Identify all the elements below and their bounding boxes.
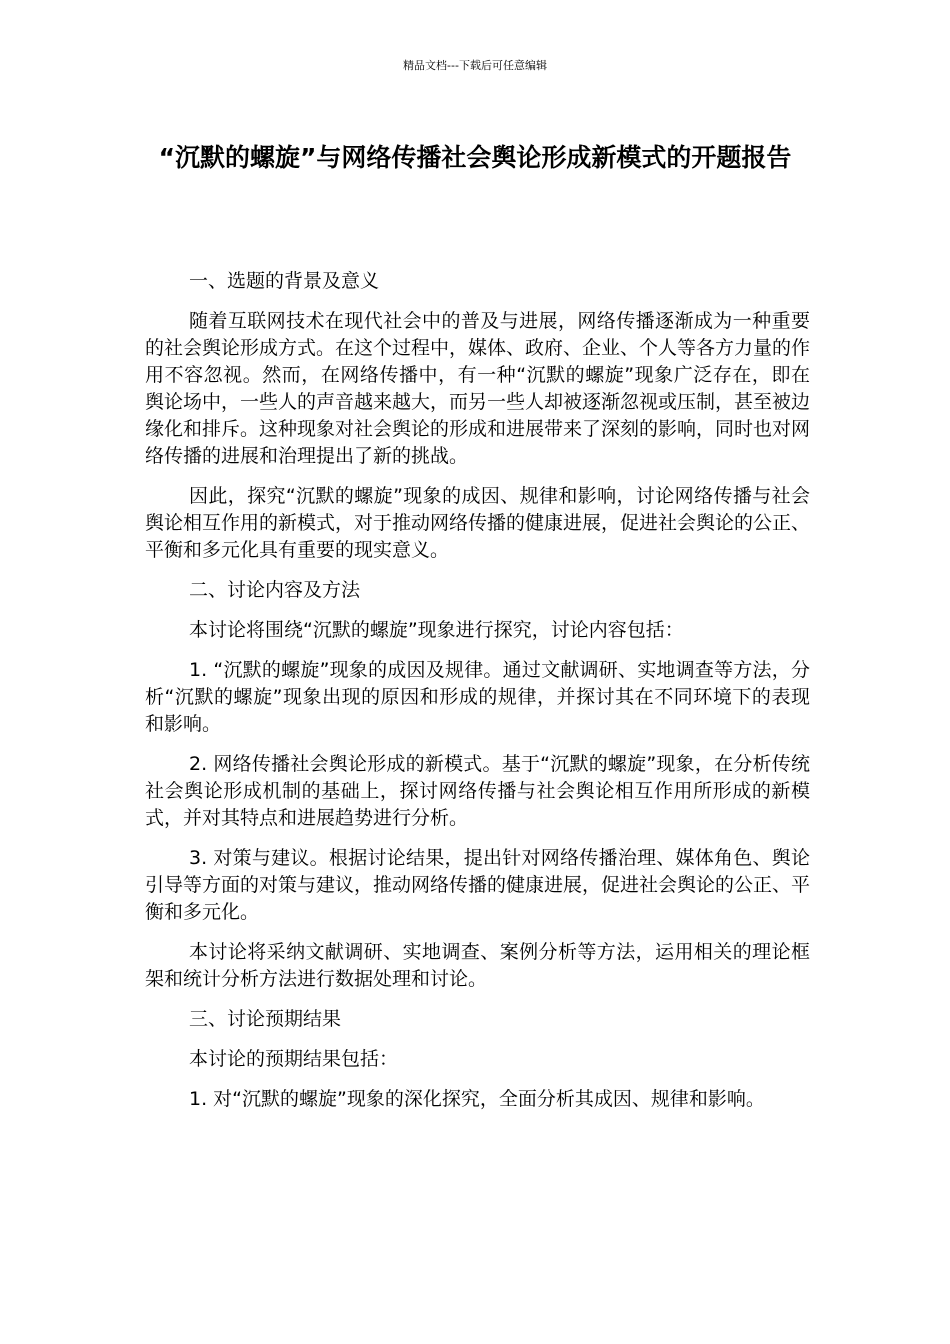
section-heading-background: 一、选题的背景及意义 — [189, 270, 380, 292]
list-item-new-mode: 2. 网络传播社会舆论形成的新模式。基于“沉默的螺旋”现象，在分析传统社会舆论形成机制的基础上，探讨网络传播与社会舆论相互作用所形成的新模式，并对其特点和进展趋势进行分析。 — [145, 753, 810, 829]
paragraph-content-intro: 本讨论将围绕“沉默的螺旋”现象进行探究，讨论内容包括： — [189, 619, 684, 641]
list-item-result-1: 1. 对“沉默的螺旋”现象的深化探究，全面分析其成因、规律和影响。 — [189, 1088, 765, 1110]
paragraph-significance: 因此，探究“沉默的螺旋”现象的成因、规律和影响，讨论网络传播与社会舆论相互作用的新模式，对于推动网络传播的健康进展，促进社会舆论的公正、平衡和多元化具有重要的现实意义。 — [145, 485, 811, 561]
paragraph-background: 随着互联网技术在现代社会中的普及与进展，网络传播逐渐成为一种重要的社会舆论形成方式。在这个过程中，媒体、政府、企业、个人等各方力量的作用不容忽视。然而，在网络传播中，有一种“沉默的螺旋”现象广泛存在，即在舆论场中，一些人的声音越来越大，而另一些人却被逐渐忽视或压制，甚至被边缘化和排斥。这种现象对社会舆论的形成和进展带来了深刻的影响，同时也对网络传播的进展和治理提出了新的挑战。 — [145, 310, 811, 467]
list-item-causes: 1. “沉默的螺旋”现象的成因及规律。通过文献调研、实地调查等方法，分析“沉默的螺旋”现象出现的原因和形成的规律，并探讨其在不同环境下的表现和影响。 — [145, 659, 810, 735]
document-body — [145, 268, 810, 1126]
document-title: “沉默的螺旋”与网络传播社会舆论形成新模式的开题报告 — [158, 143, 792, 172]
section-heading-content-method: 二、讨论内容及方法 — [189, 579, 361, 601]
section-heading-expected-results: 三、讨论预期结果 — [189, 1008, 342, 1030]
paragraph-methods: 本讨论将采纳文献调研、实地调查、案例分析等方法，运用相关的理论框架和统计分析方法进行数据处理和讨论。 — [145, 941, 810, 990]
page-header-note: 精品文档---下载后可任意编辑 — [403, 59, 547, 72]
list-item-countermeasures: 3. 对策与建议。根据讨论结果，提出针对网络传播治理、媒体角色、舆论引导等方面的对策与建议，推动网络传播的健康进展，促进社会舆论的公正、平衡和多元化。 — [145, 847, 811, 923]
paragraph-results-intro: 本讨论的预期结果包括： — [189, 1048, 399, 1070]
